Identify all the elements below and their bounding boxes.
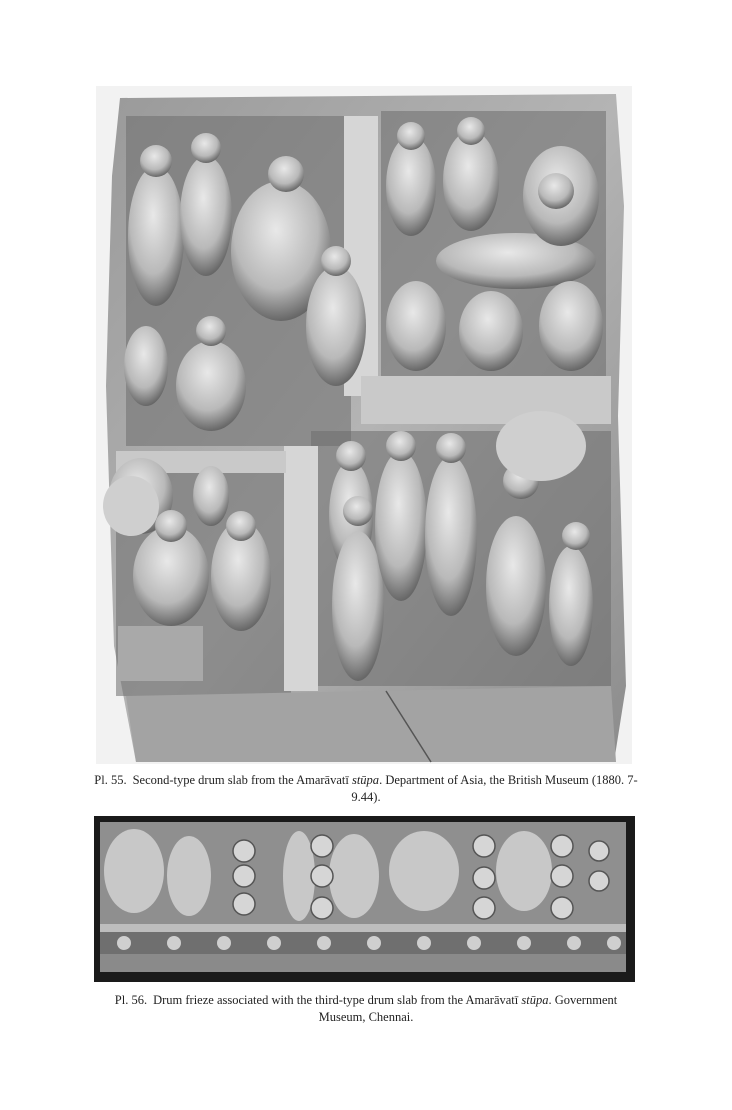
plate-56-caption xyxy=(90,992,642,1026)
drum-frieze-image xyxy=(94,816,635,982)
caption-text: Second-type drum slab from the Amarāvatī xyxy=(132,773,352,787)
drum-frieze-photograph xyxy=(94,816,635,982)
caption-text-end: . Department of Asia, the British Museum (1880. 7-9.44). xyxy=(351,773,638,804)
caption-text: Drum frieze associated with the third-type drum slab from the Amarāvatī xyxy=(153,993,522,1007)
plate-number: Pl. 55. xyxy=(94,773,127,787)
drum-slab-image xyxy=(96,86,632,764)
plate-number: Pl. 56. xyxy=(114,993,148,1007)
caption-italic: stūpa xyxy=(521,993,549,1007)
plate-55-caption xyxy=(90,772,642,806)
caption-italic: stūpa xyxy=(351,773,380,787)
drum-slab-photograph xyxy=(96,86,632,764)
caption-text-end: . Government Museum, Chennai. xyxy=(318,993,618,1024)
